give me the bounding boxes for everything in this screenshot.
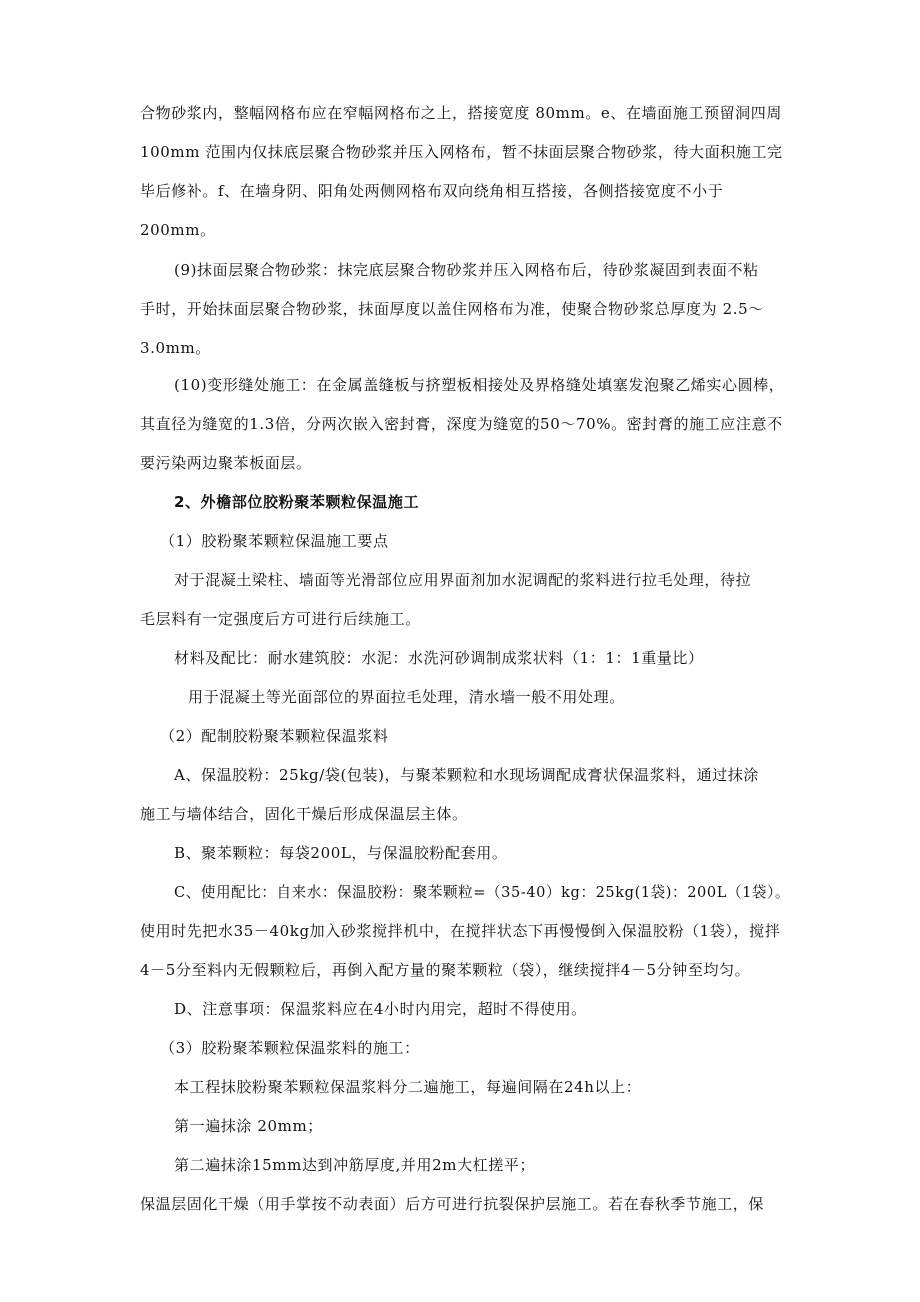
section-heading: 2、外檐部位胶粉聚苯颗粒保温施工: [174, 493, 420, 511]
text-line: 材料及配比：耐水建筑胶：水泥：水洗河砂调制成浆状料（1：1：1重量比）: [174, 649, 704, 667]
text-line: 毛层料有一定强度后方可进行后续施工。: [140, 610, 421, 628]
text-line: 使用时先把水35－40kg加入砂浆搅拌机中，在搅拌状态下再慢慢倒入保温胶粉（1袋），搅拌: [140, 922, 781, 940]
text-line: (9)抹面层聚合物砂浆：抹完底层聚合物砂浆并压入网格布后，待砂浆凝固到表面不粘: [174, 261, 759, 279]
text-line: C、使用配比：自来水：保温胶粉：聚苯颗粒=（35-40）kg：25kg(1袋)：200L（1袋）。: [174, 883, 791, 901]
text-line: 要污染两边聚苯板面层。: [140, 454, 312, 472]
text-line: 4－5分至料内无假颗粒后，再倒入配方量的聚苯颗粒（袋），继续搅拌4－5分钟至均匀。: [140, 961, 751, 979]
text-line: 100mm 范围内仅抹底层聚合物砂浆并压入网格布，暂不抹面层聚合物砂浆，待大面积施工完: [140, 143, 783, 161]
text-line: A、保温胶粉：25kg/袋(包装)，与聚苯颗粒和水现场调配成膏状保温浆料，通过抹涂: [174, 766, 759, 784]
text-line: D、注意事项：保温浆料应在4小时内用完，超时不得使用。: [174, 1000, 587, 1018]
text-line: 对于混凝土梁柱、墙面等光滑部位应用界面剂加水泥调配的浆料进行拉毛处理，待拉: [174, 571, 752, 589]
text-line: 第一遍抹涂 20mm；: [174, 1117, 323, 1135]
text-line: 用于混凝土等光面部位的界面拉毛处理，清水墙一般不用处理。: [188, 688, 625, 706]
text-line: (10)变形缝处施工：在金属盖缝板与挤塑板相接处及界格缝处填塞发泡聚乙烯实心圆棒，: [174, 376, 785, 394]
text-line: 施工与墙体结合，固化干燥后形成保温层主体。: [140, 805, 468, 823]
text-line: B、聚苯颗粒：每袋200L，与保温胶粉配套用。: [174, 844, 508, 862]
text-line: 本工程抹胶粉聚苯颗粒保温浆料分二遍施工，每遍间隔在24h以上：: [174, 1078, 642, 1096]
text-line: 手时，开始抹面层聚合物砂浆，抹面厚度以盖住网格布为准，使聚合物砂浆总厚度为 2.5～: [140, 300, 764, 318]
text-line: 3.0mm。: [140, 339, 211, 357]
text-line: 合物砂浆内，整幅网格布应在窄幅网格布之上，搭接宽度 80mm。e、在墙面施工预留洞四周: [140, 104, 782, 122]
text-line: 保温层固化干燥（用手掌按不动表面）后方可进行抗裂保护层施工。若在春秋季节施工，保: [140, 1195, 765, 1213]
text-line: 200mm。: [140, 221, 216, 239]
text-line: 毕后修补。f、在墙身阴、阳角处两侧网格布双向绕角相互搭接，各侧搭接宽度不小于: [140, 182, 724, 200]
subsection-heading: （2）配制胶粉聚苯颗粒保温浆料: [160, 727, 389, 745]
text-line: 第二遍抹涂15mm达到冲筋厚度,并用2m大杠搓平；: [174, 1156, 536, 1174]
text-line: 其直径为缝宽的1.3倍，分两次嵌入密封膏，深度为缝宽的50～70%。密封膏的施工应注意不: [140, 415, 783, 433]
subsection-heading: （3）胶粉聚苯颗粒保温浆料的施工：: [160, 1039, 420, 1057]
subsection-heading: （1）胶粉聚苯颗粒保温施工要点: [160, 532, 389, 550]
